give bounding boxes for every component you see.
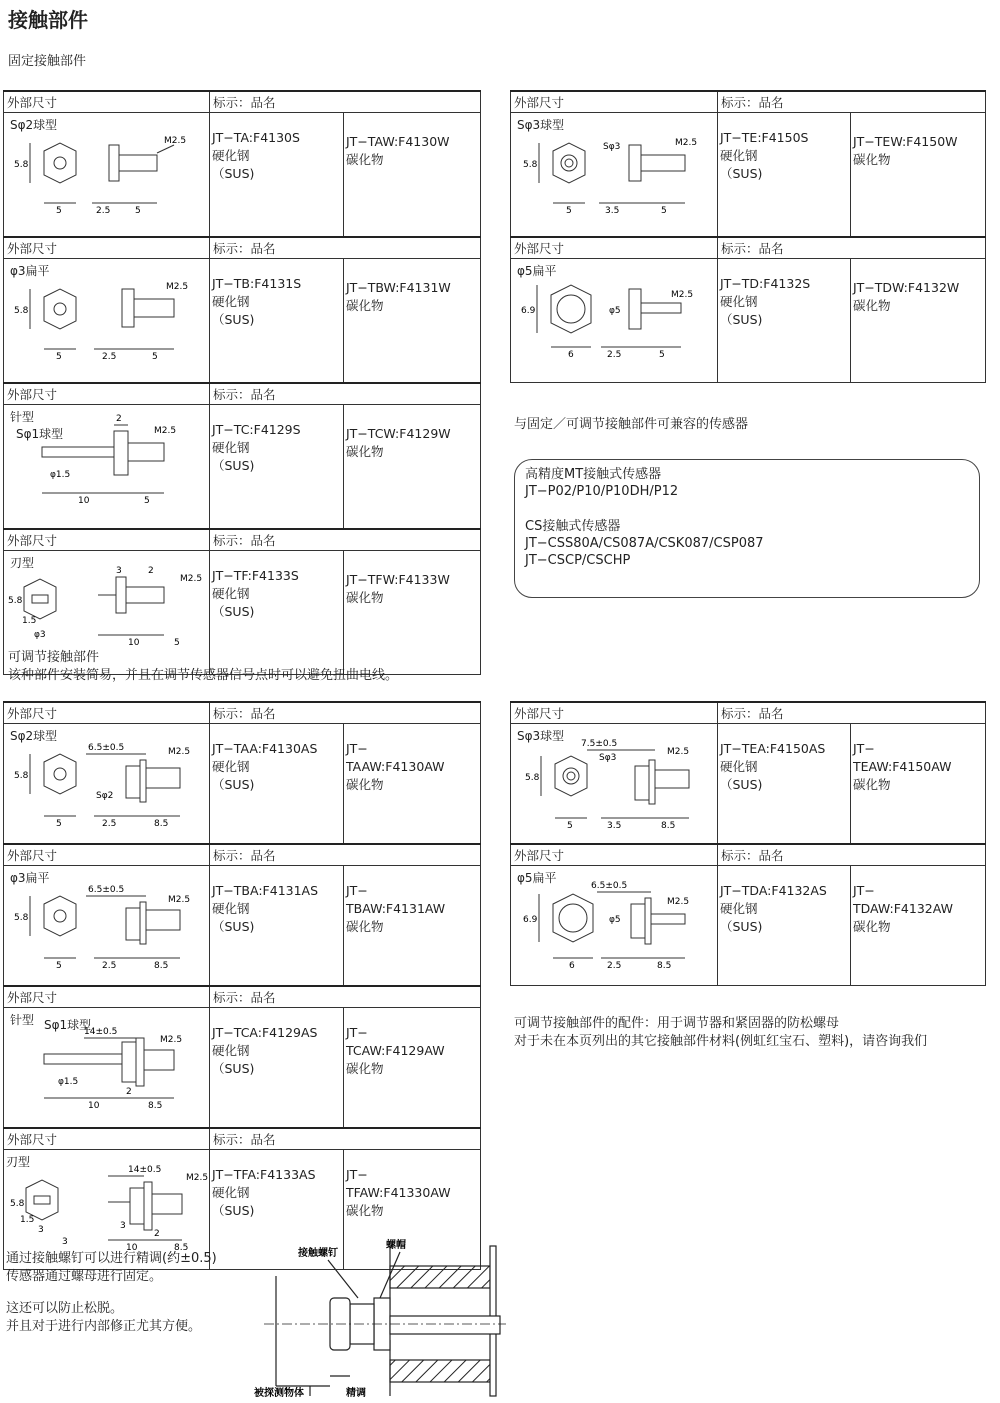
other-materials-note: 对于未在本页列出的其它接触部件材料(例虹红宝石、塑料)，请咨询我们 <box>514 1034 928 1049</box>
table-header-row <box>511 702 986 724</box>
part-number-w: TBAW:F4131AW <box>346 901 446 916</box>
dim-header: 外部尺寸 <box>4 529 210 551</box>
dim-text: 5 <box>566 206 572 216</box>
material-w: 碳化物 <box>346 919 384 934</box>
dim-text: φ5 <box>609 915 621 925</box>
dim-text: 6.5±0.5 <box>591 881 628 891</box>
dimension-drawing-cell <box>4 1008 210 1129</box>
carbide-part-cell <box>344 405 481 530</box>
material-s-sus: （SUS) <box>720 312 763 327</box>
explanation-line: 传感器通过螺母进行固定。 <box>6 1269 163 1284</box>
dim-text: 2.5 <box>102 819 117 828</box>
dim-header: 外部尺寸 <box>4 383 210 405</box>
mark-header: 标示：品名 <box>210 91 481 113</box>
dim-text: 10 <box>128 638 140 648</box>
steel-part-cell <box>210 405 344 530</box>
needle-tip-adj-drawing <box>4 1008 210 1112</box>
part-number-w: TEAW:F4150AW <box>853 759 952 774</box>
table-row <box>511 113 986 238</box>
dim-text: M2.5 <box>671 290 694 300</box>
dim-text: 8.5 <box>148 1101 163 1111</box>
part-number-w: TCAW:F4129AW <box>346 1043 445 1058</box>
dim-header: 外部尺寸 <box>4 844 210 866</box>
steel-part-cell <box>210 259 344 384</box>
dim-text: 2 <box>116 414 122 424</box>
adjustable-parts-table-left <box>3 701 481 1270</box>
dim-text: Sφ3 <box>599 753 617 763</box>
part-number-s: JT−TFA:F4133AS <box>212 1167 316 1182</box>
type-label: 刃型 <box>10 556 35 570</box>
type-label: φ3扁平 <box>10 264 50 278</box>
fine-adjust-label: 精调 <box>346 1388 366 1399</box>
table-header-row <box>4 91 481 113</box>
material-s: 硬化钢 <box>720 759 758 774</box>
part-number-s: JT−TE:F4150S <box>720 130 809 145</box>
adjustment-explanation <box>6 1250 217 1336</box>
material-s: 硬化钢 <box>212 1043 250 1058</box>
dim-text: M2.5 <box>675 138 698 148</box>
carbide-part-cell <box>344 113 481 238</box>
material-s-sus: （SUS) <box>720 777 763 792</box>
carbide-part-cell <box>851 866 986 986</box>
dim-text: M2.5 <box>166 282 189 292</box>
material-s-sus: （SUS) <box>212 604 255 619</box>
type-label: φ5扁平 <box>517 264 557 278</box>
flat-tip-adj-drawing <box>511 866 718 970</box>
dim-text: 5 <box>174 638 180 648</box>
material-w: 碳化物 <box>853 919 891 934</box>
dimension-drawing-cell <box>511 724 718 845</box>
dim-header: 外部尺寸 <box>511 237 718 259</box>
material-s-sus: （SUS) <box>212 1203 255 1218</box>
dim-text: 3 <box>38 1225 44 1235</box>
part-number-w: TAAW:F4130AW <box>346 759 445 774</box>
type-sublabel: Sφ1球型 <box>16 427 64 441</box>
table-header-row <box>4 1128 481 1150</box>
carbide-part-cell <box>851 724 986 845</box>
type-label: Sφ2球型 <box>10 118 58 132</box>
dim-text: M2.5 <box>180 574 203 584</box>
dim-text: 6 <box>569 961 575 970</box>
flat-tip-drawing <box>511 259 718 363</box>
flat-tip-adj-drawing <box>4 866 210 970</box>
fixed-parts-table-left <box>3 90 481 675</box>
part-number-s: JT−TDA:F4132AS <box>720 883 827 898</box>
dim-text: 6.9 <box>523 915 538 925</box>
steel-part-cell <box>718 724 851 845</box>
material-s-sus: （SUS) <box>212 166 255 181</box>
table-row <box>4 1008 481 1129</box>
steel-part-cell <box>718 866 851 986</box>
dim-header: 外部尺寸 <box>4 986 210 1008</box>
material-w: 碳化物 <box>346 444 384 459</box>
table-header-row <box>511 237 986 259</box>
dim-text: 5 <box>56 206 62 216</box>
dim-text: 2.5 <box>102 961 117 970</box>
dim-text: 5 <box>56 352 62 362</box>
dim-text: Sφ2 <box>96 791 114 801</box>
dimension-drawing-cell <box>4 113 210 238</box>
dimension-drawing-cell <box>4 405 210 530</box>
sphere-tip-drawing <box>511 113 718 217</box>
dim-header: 外部尺寸 <box>511 844 718 866</box>
material-s-sus: （SUS) <box>212 1061 255 1076</box>
mark-header: 标示：品名 <box>210 986 481 1008</box>
part-number-s: JT−TC:F4129S <box>212 422 301 437</box>
mark-header: 标示：品名 <box>210 844 481 866</box>
mark-header: 标示：品名 <box>718 91 986 113</box>
dim-text: 5 <box>567 821 573 828</box>
dim-text: 5 <box>661 206 667 216</box>
dim-text: M2.5 <box>667 747 690 757</box>
mark-header: 标示：品名 <box>210 383 481 405</box>
part-number-s: JT−TF:F4133S <box>212 568 299 583</box>
dim-text: 14±0.5 <box>84 1027 118 1037</box>
dimension-drawing-cell <box>4 724 210 845</box>
dim-text: 3 <box>120 1221 126 1231</box>
part-number-w-prefix: JT− <box>853 883 875 898</box>
table-row <box>4 866 481 987</box>
material-s-sus: （SUS) <box>720 166 763 181</box>
carbide-part-cell <box>344 259 481 384</box>
dim-text: Sφ3 <box>603 142 621 152</box>
material-w: 碳化物 <box>853 777 891 792</box>
dim-text: φ1.5 <box>50 470 71 480</box>
mt-sensor-models: JT−P02/P10/P10DH/P12 <box>525 484 679 499</box>
contact-screw-label: 接触螺钉 <box>298 1248 338 1259</box>
table-row <box>4 113 481 238</box>
dim-text: 6 <box>568 350 574 360</box>
dim-text: 3.5 <box>607 821 622 828</box>
dim-text: 3 <box>116 566 122 576</box>
material-s-sus: （SUS) <box>212 458 255 473</box>
dim-header: 外部尺寸 <box>511 91 718 113</box>
adjustable-parts-table-right <box>510 701 986 986</box>
detected-object-label: 被探测物体 <box>254 1388 304 1399</box>
part-number-w: JT−TFW:F4133W <box>346 572 450 587</box>
table-row <box>4 259 481 384</box>
sphere-tip-drawing <box>4 113 210 217</box>
mark-header: 标示：品名 <box>210 237 481 259</box>
sphere-tip-adj-drawing <box>511 724 718 828</box>
assembly-diagram <box>250 1236 510 1400</box>
carbide-part-cell <box>344 1008 481 1129</box>
part-number-w-prefix: JT− <box>853 741 875 756</box>
dim-text: 8.5 <box>154 819 169 828</box>
part-number-s: JT−TD:F4132S <box>720 276 811 291</box>
dim-text: 14±0.5 <box>128 1165 162 1175</box>
type-label: 针型 <box>10 1013 35 1027</box>
dim-text: M2.5 <box>168 895 191 905</box>
accessory-note: 可调节接触部件的配件：用于调节器和紧固器的防松螺母 <box>514 1016 840 1031</box>
table-row <box>4 724 481 845</box>
dim-text: φ1.5 <box>58 1077 79 1087</box>
part-number-s: JT−TBA:F4131AS <box>212 883 319 898</box>
dim-header: 外部尺寸 <box>4 91 210 113</box>
nut-label: 螺帽 <box>386 1240 406 1251</box>
table-header-row <box>4 237 481 259</box>
type-label: 刃型 <box>6 1155 31 1169</box>
dim-text: 2.5 <box>102 352 117 362</box>
dim-header: 外部尺寸 <box>4 1128 210 1150</box>
dim-text: 5.8 <box>14 771 29 781</box>
dim-text: 5.8 <box>523 160 538 170</box>
part-number-s: JT−TA:F4130S <box>212 130 300 145</box>
material-w: 碳化物 <box>346 777 384 792</box>
dim-text: 6.9 <box>521 306 536 316</box>
blade-tip-drawing <box>4 551 210 655</box>
part-number-w: TDAW:F4132AW <box>853 901 953 916</box>
material-s: 硬化钢 <box>720 901 758 916</box>
dim-text: 5.8 <box>14 913 29 923</box>
table-header-row <box>4 529 481 551</box>
material-s: 硬化钢 <box>720 148 758 163</box>
dimension-drawing-cell <box>4 259 210 384</box>
part-number-w: JT−TBW:F4131W <box>346 280 451 295</box>
type-label: Sφ3球型 <box>517 729 565 743</box>
material-s: 硬化钢 <box>720 294 758 309</box>
dim-text: 1.5 <box>22 616 37 626</box>
dim-text: 2 <box>154 1229 160 1239</box>
dimension-drawing-cell <box>4 866 210 987</box>
dim-text: 2.5 <box>607 350 622 360</box>
dim-text: 2 <box>126 1087 132 1097</box>
mark-header: 标示：品名 <box>718 844 986 866</box>
mark-header: 标示：品名 <box>210 702 481 724</box>
needle-tip-drawing <box>4 405 210 509</box>
mark-header: 标示：品名 <box>718 702 986 724</box>
dim-text: 5.8 <box>525 773 540 783</box>
sphere-tip-adj-drawing <box>4 724 210 828</box>
dim-text: M2.5 <box>168 747 191 757</box>
part-number-w: JT−TEW:F4150W <box>853 134 958 149</box>
material-w: 碳化物 <box>346 1203 384 1218</box>
dim-text: 2.5 <box>607 961 622 970</box>
dimension-drawing-cell <box>511 866 718 986</box>
carbide-part-cell <box>851 259 986 383</box>
table-header-row <box>511 844 986 866</box>
dim-text: 6.5±0.5 <box>88 743 125 753</box>
dim-text: 2.5 <box>96 206 111 216</box>
part-number-w: JT−TDW:F4132W <box>853 280 960 295</box>
material-s: 硬化钢 <box>212 586 250 601</box>
mark-header: 标示：品名 <box>718 237 986 259</box>
explanation-line: 这还可以防止松脱。 <box>6 1301 124 1316</box>
material-s-sus: （SUS) <box>212 777 255 792</box>
dim-text: 10 <box>126 1243 138 1253</box>
dim-text: M2.5 <box>667 897 690 907</box>
table-row <box>511 866 986 986</box>
dim-text: φ5 <box>609 306 621 316</box>
dimension-drawing-cell <box>511 113 718 238</box>
carbide-part-cell <box>344 551 481 675</box>
table-row <box>511 259 986 383</box>
steel-part-cell <box>210 724 344 845</box>
material-s-sus: （SUS) <box>212 919 255 934</box>
cs-sensor-models-2: JT−CSCP/CSCHP <box>525 553 631 568</box>
material-s-sus: （SUS) <box>720 919 763 934</box>
steel-part-cell <box>210 866 344 987</box>
part-number-s: JT−TAA:F4130AS <box>212 741 318 756</box>
type-sublabel: Sφ1球型 <box>44 1018 92 1032</box>
dim-text: 5.8 <box>10 1199 25 1209</box>
dim-text: 5 <box>152 352 158 362</box>
table-header-row <box>4 383 481 405</box>
dim-text: 5.8 <box>8 596 23 606</box>
carbide-part-cell <box>344 866 481 987</box>
dim-text: 8.5 <box>657 961 672 970</box>
dim-text: 5 <box>144 496 150 506</box>
type-label: φ3扁平 <box>10 871 50 885</box>
dim-text: 5.8 <box>14 160 29 170</box>
compat-sensors-title: 与固定／可调节接触部件可兼容的传感器 <box>514 417 749 432</box>
dim-text: 6.5±0.5 <box>88 885 125 895</box>
mt-sensor-title: 高精度MT接触式传感器 <box>525 467 662 482</box>
table-row <box>511 724 986 845</box>
dim-text: 5.8 <box>14 306 29 316</box>
page-title: 接触部件 <box>8 8 88 32</box>
dim-text: 5 <box>56 961 62 970</box>
cs-sensor-models-1: JT−CSS80A/CS087A/CSK087/CSP087 <box>525 536 764 551</box>
carbide-part-cell <box>851 113 986 238</box>
steel-part-cell <box>210 113 344 238</box>
part-number-s: JT−TB:F4131S <box>212 276 302 291</box>
part-number-s: JT−TEA:F4150AS <box>720 741 826 756</box>
dim-text: M2.5 <box>154 426 177 436</box>
material-s: 硬化钢 <box>212 440 250 455</box>
dim-text: M2.5 <box>186 1173 209 1183</box>
dim-text: 3.5 <box>605 206 620 216</box>
steel-part-cell <box>210 1008 344 1129</box>
part-number-w-prefix: JT− <box>346 1025 368 1040</box>
material-w: 碳化物 <box>346 1061 384 1076</box>
dim-header: 外部尺寸 <box>4 237 210 259</box>
dim-text: 8.5 <box>174 1243 189 1253</box>
steel-part-cell <box>718 259 851 383</box>
dim-text: φ3 <box>34 630 46 640</box>
material-w: 碳化物 <box>853 298 891 313</box>
table-header-row <box>4 986 481 1008</box>
material-w: 碳化物 <box>346 298 384 313</box>
dim-header: 外部尺寸 <box>4 702 210 724</box>
explanation-line: 并且对于进行内部修正尤其方便。 <box>6 1319 202 1334</box>
table-header-row <box>4 844 481 866</box>
table-row <box>4 405 481 530</box>
type-label: φ5扁平 <box>517 871 557 885</box>
dim-text: 8.5 <box>661 821 676 828</box>
part-number-w-prefix: JT− <box>346 883 368 898</box>
steel-part-cell <box>210 551 344 675</box>
material-s: 硬化钢 <box>212 294 250 309</box>
adjustable-section-desc: 该种部件安装简易，并且在调节传感器信号点时可以避免扭曲电线。 <box>8 668 399 683</box>
adjustable-section-title: 可调节接触部件 <box>8 650 100 665</box>
part-number-w-prefix: JT− <box>346 1167 368 1182</box>
dimension-drawing-cell <box>511 259 718 383</box>
dim-text: M2.5 <box>164 136 187 146</box>
dim-text: 5 <box>56 819 62 828</box>
part-number-w: JT−TCW:F4129W <box>346 426 451 441</box>
type-label: Sφ3球型 <box>517 118 565 132</box>
part-number-s: JT−TCA:F4129AS <box>212 1025 318 1040</box>
material-s: 硬化钢 <box>212 1185 250 1200</box>
blade-tip-adj-drawing <box>4 1150 210 1254</box>
dim-text: 10 <box>88 1101 100 1111</box>
mark-header: 标示：品名 <box>210 1128 481 1150</box>
dim-text: 8.5 <box>154 961 169 970</box>
table-header-row <box>511 91 986 113</box>
dim-text: 5 <box>659 350 665 360</box>
flat-tip-drawing <box>4 259 210 363</box>
part-number-w-prefix: JT− <box>346 741 368 756</box>
explanation-line: 通过接触螺钉可以进行精调(约±0.5) <box>6 1251 217 1266</box>
dim-text: 1.5 <box>20 1215 35 1225</box>
carbide-part-cell <box>344 724 481 845</box>
dim-text: 7.5±0.5 <box>581 739 618 749</box>
fixed-section-title: 固定接触部件 <box>8 54 87 69</box>
cs-sensor-title: CS接触式传感器 <box>525 519 621 534</box>
sensor-list-box <box>514 459 980 598</box>
mark-header: 标示：品名 <box>210 529 481 551</box>
material-s: 硬化钢 <box>212 148 250 163</box>
part-number-w: TFAW:F41330AW <box>346 1185 451 1200</box>
part-number-w: JT−TAW:F4130W <box>346 134 450 149</box>
material-w: 碳化物 <box>346 590 384 605</box>
dim-text: 3 <box>62 1237 68 1247</box>
material-s: 硬化钢 <box>212 901 250 916</box>
fixed-parts-table-right <box>510 90 986 383</box>
material-w: 碳化物 <box>346 152 384 167</box>
material-s-sus: （SUS) <box>212 312 255 327</box>
dim-text: 5 <box>135 206 141 216</box>
dim-text: 10 <box>78 496 90 506</box>
type-label: 针型 <box>10 410 35 424</box>
dim-header: 外部尺寸 <box>511 702 718 724</box>
type-label: Sφ2球型 <box>10 729 58 743</box>
material-w: 碳化物 <box>853 152 891 167</box>
dim-text: M2.5 <box>160 1035 183 1045</box>
dim-text: 2 <box>148 566 154 576</box>
steel-part-cell <box>718 113 851 238</box>
table-header-row <box>4 702 481 724</box>
material-s: 硬化钢 <box>212 759 250 774</box>
